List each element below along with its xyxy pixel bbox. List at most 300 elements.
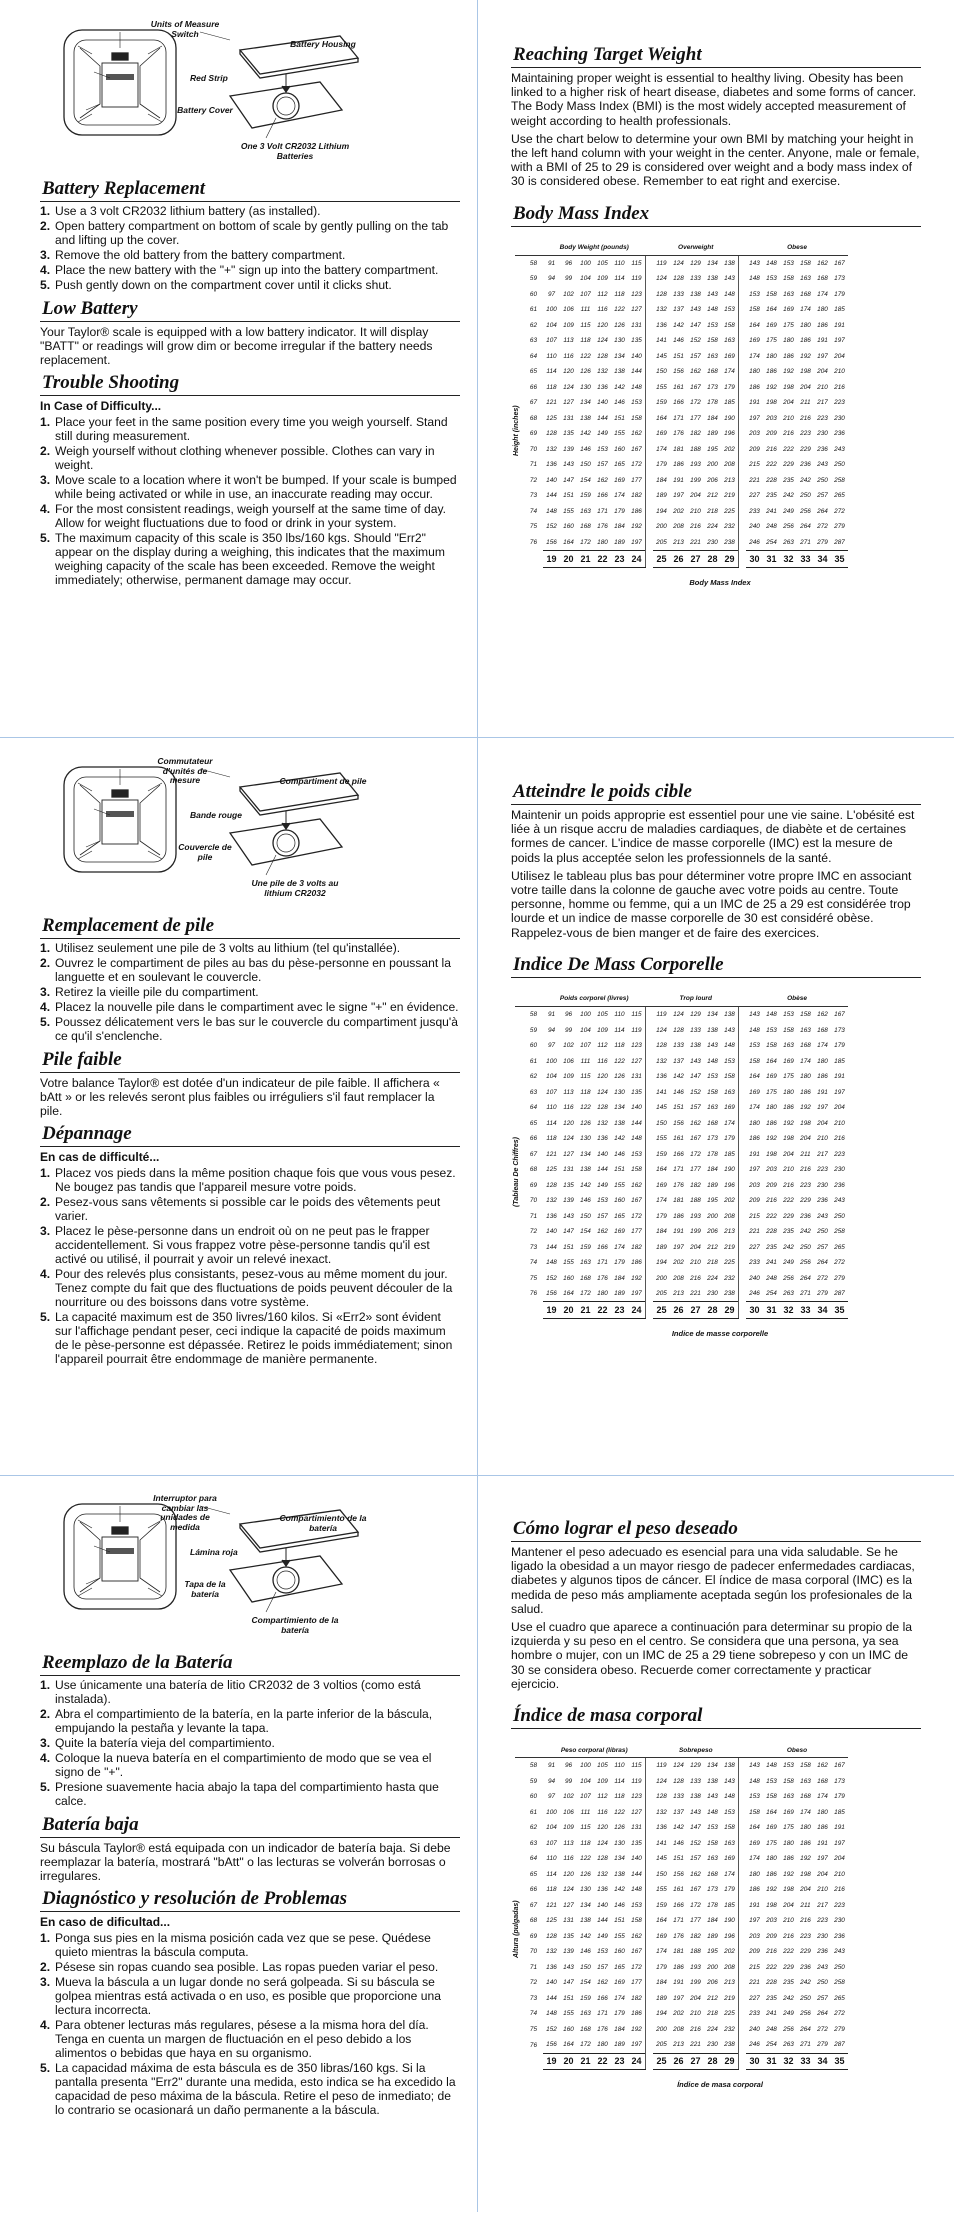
bmi-weight-cell: 212 — [707, 1243, 718, 1251]
battery-cover-label: Couvercle de pile — [178, 842, 232, 862]
list-item: 2. Weigh yourself without clothing whenever possible. Clothes can vary in weight. — [40, 443, 435, 472]
bmi-weight-cell: 216 — [783, 1932, 794, 1940]
bmi-weight-cell: 121 — [546, 1150, 557, 1158]
bmi-weight-cell: 115 — [631, 1762, 642, 1770]
units-switch-label: Commutateur d'unités de mesure — [157, 756, 213, 785]
bmi-weight-cell: 159 — [656, 1901, 667, 1909]
bmi-weight-cell: 94 — [547, 1026, 556, 1034]
bmi-weight-cell: 216 — [690, 523, 701, 531]
list-item: 1. Use a 3 volt CR2032 lithium battery (as installed). — [40, 204, 321, 218]
bmi-weight-cell: 96 — [564, 259, 573, 267]
bmi-weight-cell: 180 — [817, 1808, 828, 1816]
fr-bmi-table — [515, 992, 921, 1338]
bmi-weight-cell: 128 — [673, 275, 684, 283]
bmi-weight-cell: 172 — [690, 1901, 701, 1909]
bmi-value: 24 — [628, 2053, 646, 2070]
fr-trouble-subtitle: En cas de difficulté... — [40, 1149, 160, 1164]
bmi-weight-cell: 272 — [834, 2010, 845, 2018]
bmi-weight-cell: 171 — [597, 2010, 608, 2018]
fr-low-battery-text: Votre balance Taylor® est dotée d'un indicateur de pile faible. Il affichera « bAtt » or les relevés seront plus faibles ou irréguliers s'il faut remplacer la pile. — [40, 1076, 440, 1119]
bmi-weight-cell: 104 — [580, 275, 591, 283]
bmi-weight-cell: 192 — [766, 1135, 777, 1143]
bmi-weight-cell: 172 — [580, 538, 591, 546]
bmi-weight-cell: 122 — [580, 1855, 591, 1863]
bmi-weight-cell: 160 — [563, 1274, 574, 1282]
bmi-weight-cell: 287 — [834, 538, 845, 546]
es-battery-replacement-list — [40, 1678, 460, 1808]
bmi-weight-cell: 151 — [673, 352, 684, 360]
bmi-weight-cell: 158 — [800, 1762, 811, 1770]
red-strip-label: Lámina roja — [190, 1547, 238, 1557]
bmi-weight-cell: 184 — [614, 2025, 625, 2033]
bmi-weight-cell: 122 — [580, 352, 591, 360]
bmi-weight-cell: 184 — [656, 476, 667, 484]
bmi-weight-cell: 182 — [631, 1243, 642, 1251]
fr-bmi-title: Indice De Mass Corporelle — [511, 954, 921, 978]
bmi-height: 59 — [529, 1026, 537, 1034]
bmi-weight-cell: 134 — [580, 1150, 591, 1158]
bmi-height: 76 — [529, 539, 537, 547]
bmi-weight-cell: 177 — [631, 476, 642, 484]
bmi-weight-cell: 143 — [690, 1057, 701, 1065]
bmi-weight-cell: 263 — [783, 1290, 794, 1298]
es-left-panel — [40, 1492, 460, 2223]
bmi-weight-cell: 157 — [690, 1104, 701, 1112]
bmi-weight-cell: 215 — [749, 1212, 760, 1220]
bmi-value: 35 — [831, 2053, 848, 2070]
bmi-weight-cell: 191 — [834, 321, 845, 329]
bmi-weight-cell: 223 — [834, 1901, 845, 1909]
bmi-group-obese: Obeso — [746, 1743, 848, 1758]
bmi-value: 20 — [560, 551, 577, 568]
bmi-weight-cell: 180 — [800, 321, 811, 329]
bmi-weight-cell: 124 — [563, 1886, 574, 1894]
bmi-weight-cell: 149 — [597, 430, 608, 438]
bmi-weight-cell: 171 — [597, 507, 608, 515]
bmi-height: 66 — [529, 1886, 537, 1894]
bmi-height: 67 — [529, 1150, 537, 1158]
bmi-weight-cell: 133 — [673, 1042, 684, 1050]
list-item: 4. Coloque la nueva batería en el compartimiento de modo que se vea el signo de "+". — [40, 1751, 432, 1779]
bmi-weight-cell: 279 — [817, 538, 828, 546]
bmi-weight-cell: 120 — [597, 1073, 608, 1081]
bmi-weight-cell: 131 — [631, 1824, 642, 1832]
bmi-weight-cell: 135 — [631, 337, 642, 345]
bmi-height: 76 — [529, 2041, 537, 2049]
bmi-weight-cell: 192 — [766, 1886, 777, 1894]
bmi-weight-cell: 229 — [783, 1212, 794, 1220]
bmi-weight-cell: 192 — [783, 368, 794, 376]
bmi-weight-cell: 153 — [707, 321, 718, 329]
bmi-weight-cell: 225 — [724, 2010, 735, 2018]
bmi-weight-cell: 159 — [656, 399, 667, 407]
bmi-weight-cell: 202 — [724, 445, 735, 453]
bmi-weight-cell: 127 — [563, 1901, 574, 1909]
bmi-weight-cell: 192 — [800, 352, 811, 360]
bmi-weight-cell: 119 — [656, 259, 667, 267]
bmi-weight-cell: 184 — [656, 1228, 667, 1236]
bmi-weight-cell: 169 — [749, 1839, 760, 1847]
bmi-weight-cell: 156 — [673, 368, 684, 376]
bmi-weight-cell: 158 — [707, 337, 718, 345]
bmi-weight-cell: 166 — [597, 492, 608, 500]
bmi-weight-cell: 141 — [656, 1088, 667, 1096]
bmi-weight-cell: 157 — [690, 352, 701, 360]
bmi-weight-cell: 145 — [656, 1855, 667, 1863]
bmi-height: 58 — [529, 1011, 537, 1019]
bmi-weight-cell: 194 — [656, 507, 667, 515]
bmi-weight-cell: 138 — [690, 1042, 701, 1050]
bmi-weight-cell: 191 — [749, 1150, 760, 1158]
bmi-group-overweight: Sobrepeso — [653, 1743, 739, 1758]
bmi-weight-cell: 164 — [766, 1057, 777, 1065]
bmi-weight-cell: 219 — [724, 1243, 735, 1251]
bmi-weight-cell: 264 — [817, 1259, 828, 1267]
units-switch-label: Interruptor para cambiar las unidades de medida — [153, 1493, 217, 1532]
bmi-weight-cell: 135 — [563, 1932, 574, 1940]
bmi-weight-cell: 110 — [614, 259, 625, 267]
bmi-weight-cell: 118 — [546, 1886, 557, 1894]
bmi-weight-cell: 136 — [656, 321, 667, 329]
bmi-weight-cell: 148 — [749, 1777, 760, 1785]
bmi-weight-cell: 124 — [597, 1839, 608, 1847]
bmi-weight-cell: 181 — [673, 445, 684, 453]
bmi-weight-cell: 164 — [563, 2041, 574, 2049]
bmi-weight-cell: 223 — [834, 1150, 845, 1158]
bmi-weight-cell: 158 — [631, 414, 642, 422]
list-item: 3. Mueva la báscula a un lugar donde no será golpeada. Si su báscula se golpea mientras está activada o en uso, es posible que proporcione una lectura incorrecta. — [40, 1974, 441, 2017]
bmi-weight-cell: 105 — [597, 1011, 608, 1019]
bmi-weight-cell: 163 — [800, 1777, 811, 1785]
bmi-weight-cell: 230 — [834, 1917, 845, 1925]
bmi-weight-cell: 156 — [546, 2041, 557, 2049]
bmi-weight-cell: 217 — [817, 399, 828, 407]
bmi-weight-cell: 132 — [656, 306, 667, 314]
bmi-weight-cell: 169 — [783, 306, 794, 314]
bmi-weight-cell: 100 — [580, 259, 591, 267]
fr-target-title: Atteindre le poids cible — [511, 781, 921, 805]
bmi-weight-cell: 223 — [800, 1181, 811, 1189]
bmi-weight-cell: 265 — [834, 1243, 845, 1251]
bmi-weight-cell: 186 — [631, 1259, 642, 1267]
bmi-weight-cell: 179 — [656, 461, 667, 469]
bmi-weight-cell: 202 — [724, 1197, 735, 1205]
bmi-weight-cell: 138 — [580, 1917, 591, 1925]
bmi-weight-cell: 179 — [614, 1259, 625, 1267]
en-trouble-list — [40, 415, 460, 587]
bmi-weight-cell: 105 — [597, 1762, 608, 1770]
bmi-weight-cell: 176 — [597, 1274, 608, 1282]
bmi-y-label: (Tableau De Chiffres) — [513, 1136, 520, 1207]
bmi-weight-cell: 249 — [783, 2010, 794, 2018]
bmi-weight-cell: 236 — [817, 445, 828, 453]
bmi-weight-cell: 116 — [597, 1808, 608, 1816]
bmi-weight-cell: 216 — [690, 1274, 701, 1282]
bmi-weight-cell: 138 — [707, 275, 718, 283]
bmi-value: 26 — [670, 2053, 687, 2070]
bmi-weight-cell: 169 — [766, 1073, 777, 1081]
bmi-height: 76 — [529, 1290, 537, 1298]
es-low-battery-text: Su báscula Taylor® está equipada con un indicador de batería baja. Si debe reemplazar la batería, mostrará "bAtt" o las lecturas se volverán borrosas o irregulares. — [40, 1841, 451, 1884]
bmi-weight-cell: 142 — [673, 1073, 684, 1081]
es-target-p1: Mantener el peso adecuado es esencial para una vida saludable. Se he ligado la obesidad a un mayor riesgo de padecer enfermedades cardiacas, diabetes y algunos tipos de cáncer. El índice de masa corporal (IMC) es la medida de peso más ampliamente aceptada según los profesionales de la salud. — [511, 1545, 915, 1616]
bmi-weight-cell: 233 — [749, 507, 760, 515]
bmi-weight-cell: 153 — [783, 1011, 794, 1019]
bmi-weight-cell: 168 — [707, 1119, 718, 1127]
list-item: 1. Use únicamente una batería de litio CR2032 de 3 voltios (como está instalada). — [40, 1678, 421, 1706]
es-battery-replacement-title: Reemplazo de la Batería — [40, 1652, 460, 1676]
bmi-weight-cell: 212 — [707, 1994, 718, 2002]
bmi-weight-cell: 136 — [546, 1212, 557, 1220]
bmi-weight-cell: 167 — [690, 383, 701, 391]
bmi-weight-cell: 162 — [817, 1011, 828, 1019]
bmi-weight-cell: 164 — [656, 1917, 667, 1925]
bmi-weight-cell: 203 — [766, 414, 777, 422]
bmi-weight-cell: 118 — [546, 383, 557, 391]
bmi-weight-cell: 150 — [656, 368, 667, 376]
bmi-weight-cell: 179 — [724, 1886, 735, 1894]
bmi-weight-cell: 271 — [800, 2041, 811, 2049]
bmi-weight-cell: 229 — [800, 1948, 811, 1956]
bmi-weight-cell: 175 — [783, 321, 794, 329]
bmi-weight-cell: 265 — [834, 492, 845, 500]
bmi-weight-cell: 146 — [673, 337, 684, 345]
bmi-weight-cell: 173 — [834, 1777, 845, 1785]
bmi-weight-cell: 192 — [631, 1274, 642, 1282]
bmi-weight-cell: 217 — [817, 1150, 828, 1158]
bmi-weight-cell: 140 — [546, 476, 557, 484]
battery-housing-label: Compartiment de pile — [279, 776, 367, 786]
bmi-weight-cell: 148 — [707, 1808, 718, 1816]
bmi-value: 23 — [611, 1302, 628, 1319]
bmi-weight-cell: 256 — [800, 1259, 811, 1267]
bmi-weight-cell: 246 — [749, 538, 760, 546]
bmi-height: 71 — [529, 1212, 537, 1220]
bmi-weight-cell: 180 — [800, 1824, 811, 1832]
bmi-weight-cell: 152 — [690, 1088, 701, 1096]
bmi-weight-cell: 191 — [817, 337, 828, 345]
bmi-group-normal: Poids corporel (livres) — [543, 992, 646, 1007]
bmi-weight-cell: 221 — [690, 2041, 701, 2049]
bmi-weight-cell: 179 — [614, 2010, 625, 2018]
bmi-weight-cell: 107 — [546, 337, 557, 345]
bmi-weight-cell: 153 — [707, 1824, 718, 1832]
bmi-weight-cell: 158 — [783, 275, 794, 283]
bmi-weight-cell: 213 — [673, 538, 684, 546]
bmi-weight-cell: 191 — [817, 1839, 828, 1847]
bmi-weight-cell: 271 — [800, 538, 811, 546]
bmi-weight-cell: 115 — [631, 1011, 642, 1019]
bmi-weight-cell: 128 — [597, 1104, 608, 1112]
bmi-height: 60 — [529, 290, 537, 298]
bmi-weight-cell: 148 — [546, 507, 557, 515]
bmi-weight-cell: 126 — [614, 1073, 625, 1081]
list-item: 5. Poussez délicatement vers le bas sur le couvercle du compartiment jusqu'à ce qu'il s'enclenche. — [40, 1015, 458, 1043]
bmi-weight-cell: 138 — [724, 1762, 735, 1770]
bmi-weight-cell: 140 — [546, 1979, 557, 1987]
bmi-height: 75 — [529, 2025, 537, 2033]
bmi-weight-cell: 109 — [597, 1026, 608, 1034]
bmi-weight-cell: 258 — [834, 1979, 845, 1987]
bmi-weight-cell: 228 — [766, 1228, 777, 1236]
bmi-height: 74 — [529, 1259, 537, 1267]
bmi-y-label: Altura (pulgadas) — [513, 1900, 520, 1959]
list-item: 3. Move scale to a location where it won't be bumped. If your scale is bumped while being activated or while in use, an inaccurate reading may occur. — [40, 472, 457, 501]
bmi-weight-cell: 196 — [724, 430, 735, 438]
bmi-height: 69 — [529, 1181, 537, 1189]
bmi-weight-cell: 205 — [656, 2041, 667, 2049]
bmi-weight-cell: 104 — [580, 1026, 591, 1034]
bmi-weight-cell: 114 — [614, 275, 625, 283]
bmi-height: 61 — [529, 306, 537, 314]
bmi-weight-cell: 91 — [547, 1011, 556, 1019]
bmi-height: 59 — [529, 1777, 537, 1785]
bmi-weight-cell: 167 — [690, 1135, 701, 1143]
bmi-weight-cell: 180 — [817, 1057, 828, 1065]
bmi-weight-cell: 197 — [673, 492, 684, 500]
bmi-value: 23 — [611, 551, 628, 568]
bmi-weight-cell: 134 — [580, 1901, 591, 1909]
en-trouble-title: Trouble Shooting — [40, 372, 460, 396]
bmi-weight-cell: 150 — [580, 1963, 591, 1971]
bmi-weight-cell: 167 — [631, 1948, 642, 1956]
bmi-weight-cell: 124 — [673, 259, 684, 267]
bmi-weight-cell: 272 — [834, 1259, 845, 1267]
bmi-height: 64 — [529, 1855, 537, 1863]
bmi-weight-cell: 197 — [749, 414, 760, 422]
en-bmi-table — [515, 241, 921, 587]
bmi-weight-cell: 209 — [749, 445, 760, 453]
bmi-weight-cell: 148 — [631, 1886, 642, 1894]
bmi-weight-cell: 124 — [597, 337, 608, 345]
bmi-weight-cell: 204 — [817, 368, 828, 376]
bmi-weight-cell: 172 — [690, 1150, 701, 1158]
bmi-weight-cell: 180 — [749, 368, 760, 376]
bmi-weight-cell: 147 — [563, 1228, 574, 1236]
bmi-weight-cell: 123 — [631, 1793, 642, 1801]
bmi-weight-cell: 144 — [597, 1917, 608, 1925]
bmi-weight-cell: 138 — [707, 1777, 718, 1785]
bmi-weight-cell: 162 — [817, 259, 828, 267]
bmi-weight-cell: 194 — [656, 2010, 667, 2018]
es-trouble-subtitle: En caso de dificultad... — [40, 1914, 171, 1929]
bmi-weight-cell: 229 — [800, 1197, 811, 1205]
bmi-weight-cell: 114 — [546, 1119, 557, 1127]
bmi-weight-cell: 159 — [580, 1243, 591, 1251]
bmi-weight-cell: 250 — [834, 461, 845, 469]
bmi-weight-cell: 206 — [707, 1228, 718, 1236]
bmi-weight-cell: 124 — [656, 1026, 667, 1034]
bmi-weight-cell: 236 — [834, 430, 845, 438]
bmi-value: 34 — [814, 551, 831, 568]
bmi-value: 22 — [594, 2053, 611, 2070]
bmi-weight-cell: 112 — [597, 1793, 608, 1801]
bmi-weight-cell: 163 — [580, 507, 591, 515]
bmi-weight-cell: 122 — [614, 1057, 625, 1065]
bmi-weight-cell: 134 — [707, 259, 718, 267]
bmi-weight-cell: 127 — [563, 399, 574, 407]
bmi-weight-cell: 116 — [563, 1855, 574, 1863]
bmi-weight-cell: 265 — [834, 1994, 845, 2002]
bmi-weight-cell: 210 — [817, 1886, 828, 1894]
bmi-y-label: Height (inches) — [513, 405, 520, 456]
bmi-weight-cell: 113 — [563, 1839, 574, 1847]
bmi-weight-cell: 172 — [580, 2041, 591, 2049]
bmi-weight-cell: 204 — [690, 1243, 701, 1251]
bmi-height: 69 — [529, 430, 537, 438]
bmi-weight-cell: 263 — [783, 2041, 794, 2049]
bmi-weight-cell: 143 — [724, 1777, 735, 1785]
bmi-weight-cell: 137 — [673, 306, 684, 314]
bmi-weight-cell: 118 — [580, 337, 591, 345]
bmi-weight-cell: 221 — [749, 1979, 760, 1987]
bmi-value: 32 — [780, 2053, 797, 2070]
bmi-weight-cell: 162 — [631, 1181, 642, 1189]
bmi-value: 30 — [746, 1302, 763, 1319]
bmi-weight-cell: 109 — [597, 1777, 608, 1785]
bmi-weight-cell: 150 — [580, 1212, 591, 1220]
bmi-weight-cell: 177 — [690, 1917, 701, 1925]
bmi-weight-cell: 148 — [749, 275, 760, 283]
bmi-weight-cell: 143 — [724, 1026, 735, 1034]
bmi-weight-cell: 107 — [546, 1088, 557, 1096]
bmi-height: 66 — [529, 383, 537, 391]
bmi-value: 27 — [687, 2053, 704, 2070]
bmi-weight-cell: 156 — [546, 1290, 557, 1298]
bmi-weight-cell: 153 — [783, 259, 794, 267]
bmi-weight-cell: 168 — [580, 2025, 591, 2033]
bmi-weight-cell: 174 — [749, 352, 760, 360]
bmi-weight-cell: 107 — [580, 290, 591, 298]
bmi-weight-cell: 153 — [724, 306, 735, 314]
bmi-value: 33 — [797, 2053, 814, 2070]
bmi-weight-cell: 158 — [707, 1839, 718, 1847]
list-item: 3. Remove the old battery from the battery compartment. — [40, 248, 346, 262]
bmi-value: 31 — [763, 2053, 780, 2070]
bmi-weight-cell: 158 — [800, 1011, 811, 1019]
bmi-weight-cell: 174 — [656, 1948, 667, 1956]
fr-battery-replacement-list — [40, 941, 460, 1043]
list-item: 2. Abra el compartimiento de la batería, en la parte inferior de la báscula, empujando la pestaña y levante la tapa. — [40, 1707, 433, 1735]
bmi-weight-cell: 174 — [656, 445, 667, 453]
bmi-weight-cell: 271 — [800, 1290, 811, 1298]
bmi-weight-cell: 250 — [817, 1979, 828, 1987]
bmi-weight-cell: 180 — [597, 1290, 608, 1298]
bmi-weight-cell: 148 — [724, 1793, 735, 1801]
bmi-weight-cell: 164 — [749, 1824, 760, 1832]
bmi-height: 68 — [529, 1166, 537, 1174]
bmi-weight-cell: 119 — [631, 275, 642, 283]
fr-low-battery-title: Pile faible — [40, 1049, 460, 1073]
bmi-weight-cell: 196 — [724, 1181, 735, 1189]
bmi-weight-cell: 97 — [547, 1042, 556, 1050]
bmi-weight-cell: 186 — [749, 1135, 760, 1143]
bmi-weight-cell: 124 — [673, 1011, 684, 1019]
bmi-weight-cell: 186 — [631, 507, 642, 515]
bmi-weight-cell: 178 — [707, 1901, 718, 1909]
bmi-weight-cell: 134 — [614, 1855, 625, 1863]
bmi-weight-cell: 216 — [766, 445, 777, 453]
bmi-weight-cell: 191 — [834, 1073, 845, 1081]
red-strip-label: Bande rouge — [190, 810, 242, 820]
list-item: 1. Ponga sus pies en la misma posición cada vez que se pese. Quédese quieto mientras la báscula computa. — [40, 1930, 431, 1959]
bmi-weight-cell: 140 — [631, 1855, 642, 1863]
bmi-group-overweight: Overweight — [653, 241, 739, 256]
bmi-weight-cell: 192 — [783, 1870, 794, 1878]
bmi-weight-cell: 204 — [783, 1150, 794, 1158]
bmi-weight-cell: 140 — [631, 352, 642, 360]
bmi-weight-cell: 166 — [673, 1150, 684, 1158]
